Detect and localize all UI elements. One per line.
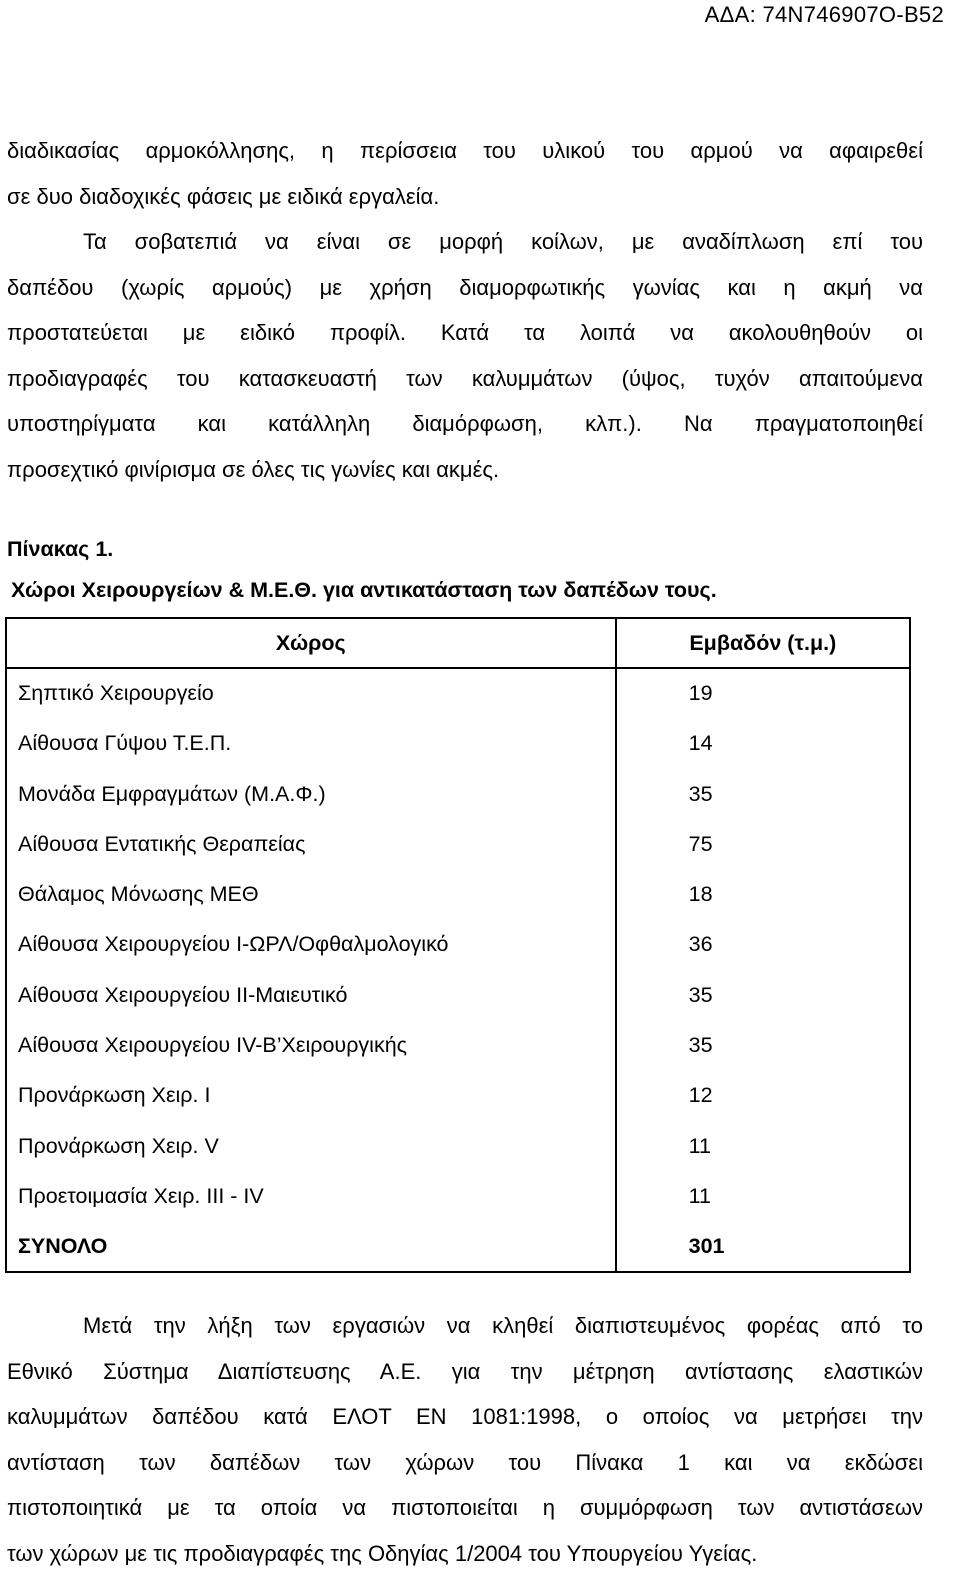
document-id: ΑΔΑ: 74Ν746907Ο-Β52 (704, 2, 944, 27)
table-row (6, 668, 910, 718)
room-name: Θάλαμος Μόνωσης ΜΕΘ (6, 869, 616, 919)
paragraph-resistance-measurement (7, 1303, 923, 1576)
room-area: 36 (616, 920, 910, 970)
room-area: 35 (616, 1020, 910, 1070)
room-name: Σηπτικό Χειρουργείο (6, 668, 616, 718)
table-row (6, 819, 910, 869)
room-name: Αίθουσα Χειρουργείου ΙV-Β’Χειρουργικής (6, 1020, 616, 1070)
paragraph-line: σε δυο διαδοχικές φάσεις με ειδικά εργαλεία. (7, 183, 440, 209)
paragraph-line: προστατεύεται με ειδικό προφίλ. Κατά τα λοιπά να ακολουθηθούν οι (7, 320, 923, 345)
total-area: 301 (616, 1222, 910, 1272)
paragraph-line: προδιαγραφές του κατασκευαστή των καλυμμάτων (ύψος, τυχόν απαιτούμενα (7, 365, 923, 391)
table-header-row (6, 618, 910, 668)
table-row (6, 970, 910, 1020)
table-row (6, 1020, 910, 1070)
room-name: Προνάρκωση Χειρ. Ι (6, 1071, 616, 1121)
column-header-room: Χώρος (6, 618, 616, 668)
room-name: Αίθουσα Εντατικής Θεραπείας (6, 819, 616, 869)
room-name: Προνάρκωση Χειρ. V (6, 1121, 616, 1171)
room-area: 12 (616, 1071, 910, 1121)
table-row (6, 920, 910, 970)
room-area: 75 (616, 819, 910, 869)
table-title: Χώροι Χειρουργείων & Μ.Ε.Θ. για αντικατάσταση των δαπέδων τους. (11, 578, 717, 602)
paragraph-line: προσεχτικό φινίρισμα σε όλες τις γωνίες και ακμές. (7, 456, 500, 482)
room-area: 35 (616, 970, 910, 1020)
room-area: 18 (616, 869, 910, 919)
room-area: 14 (616, 719, 910, 769)
paragraph-line: αντίσταση των δαπέδων των χώρων του Πίνακα 1 και να εκδώσει (7, 1449, 923, 1475)
paragraph-line: υποστηρίγματα και κατάλληλη διαμόρφωση, κλπ.). Να πραγματοποιηθεί (7, 411, 923, 436)
paragraph-line: Τα σοβατεπιά να είναι σε μορφή κοίλων, με αναδίπλωση επί του (83, 229, 923, 254)
table-label: Πίνακας 1. (7, 537, 114, 561)
paragraph-line: καλυμμάτων δαπέδου κατά ΕΛΟΤ ΕΝ 1081:1998, ο οποίος να μετρήσει την (7, 1404, 923, 1429)
room-name: Αίθουσα Χειρουργείου ΙΙ-Μαιευτικό (6, 970, 616, 1020)
table-row (6, 1071, 910, 1121)
paragraph-line: διαδικασίας αρμοκόλλησης, η περίσσεια του υλικού του αρμού να αφαιρεθεί (7, 138, 923, 163)
paragraph-line: δαπέδου (χωρίς αρμούς) με χρήση διαμορφωτικής γωνίας και η ακμή να (7, 274, 923, 300)
room-area: 11 (616, 1171, 910, 1221)
table-row (6, 719, 910, 769)
room-area: 35 (616, 769, 910, 819)
paragraph-line: Μετά την λήξη των εργασιών να κληθεί διαπιστευμένος φορέας από το (83, 1313, 923, 1338)
room-area: 19 (616, 668, 910, 718)
table-row (6, 1121, 910, 1171)
paragraph-line: των χώρων με τις προδιαγραφές της Οδηγίας 1/2004 του Υπουργείου Υγείας. (7, 1540, 758, 1566)
total-label: ΣΥΝΟΛΟ (6, 1222, 616, 1272)
room-name: Μονάδα Εμφραγμάτων (Μ.Α.Φ.) (6, 769, 616, 819)
areas-table (5, 617, 911, 1273)
table-row (6, 869, 910, 919)
room-area: 11 (616, 1121, 910, 1171)
table-row (6, 1171, 910, 1221)
paragraph-line: Εθνικό Σύστημα Διαπίστευσης Α.Ε. για την μέτρηση αντίστασης ελαστικών (7, 1358, 923, 1384)
paragraph-line: πιστοποιητικά με τα οποία να πιστοποιείται η συμμόρφωση των αντιστάσεων (7, 1495, 923, 1520)
table-total-row (6, 1222, 910, 1272)
table-row (6, 769, 910, 819)
room-name: Αίθουσα Γύψου Τ.Ε.Π. (6, 719, 616, 769)
column-header-area: Εμβαδόν (τ.μ.) (616, 618, 910, 668)
room-name: Προετοιμασία Χειρ. ΙΙΙ - ΙV (6, 1171, 616, 1221)
paragraph-flooring-spec (7, 128, 923, 492)
room-name: Αίθουσα Χειρουργείου Ι-ΩΡΛ/Οφθαλμολογικό (6, 920, 616, 970)
